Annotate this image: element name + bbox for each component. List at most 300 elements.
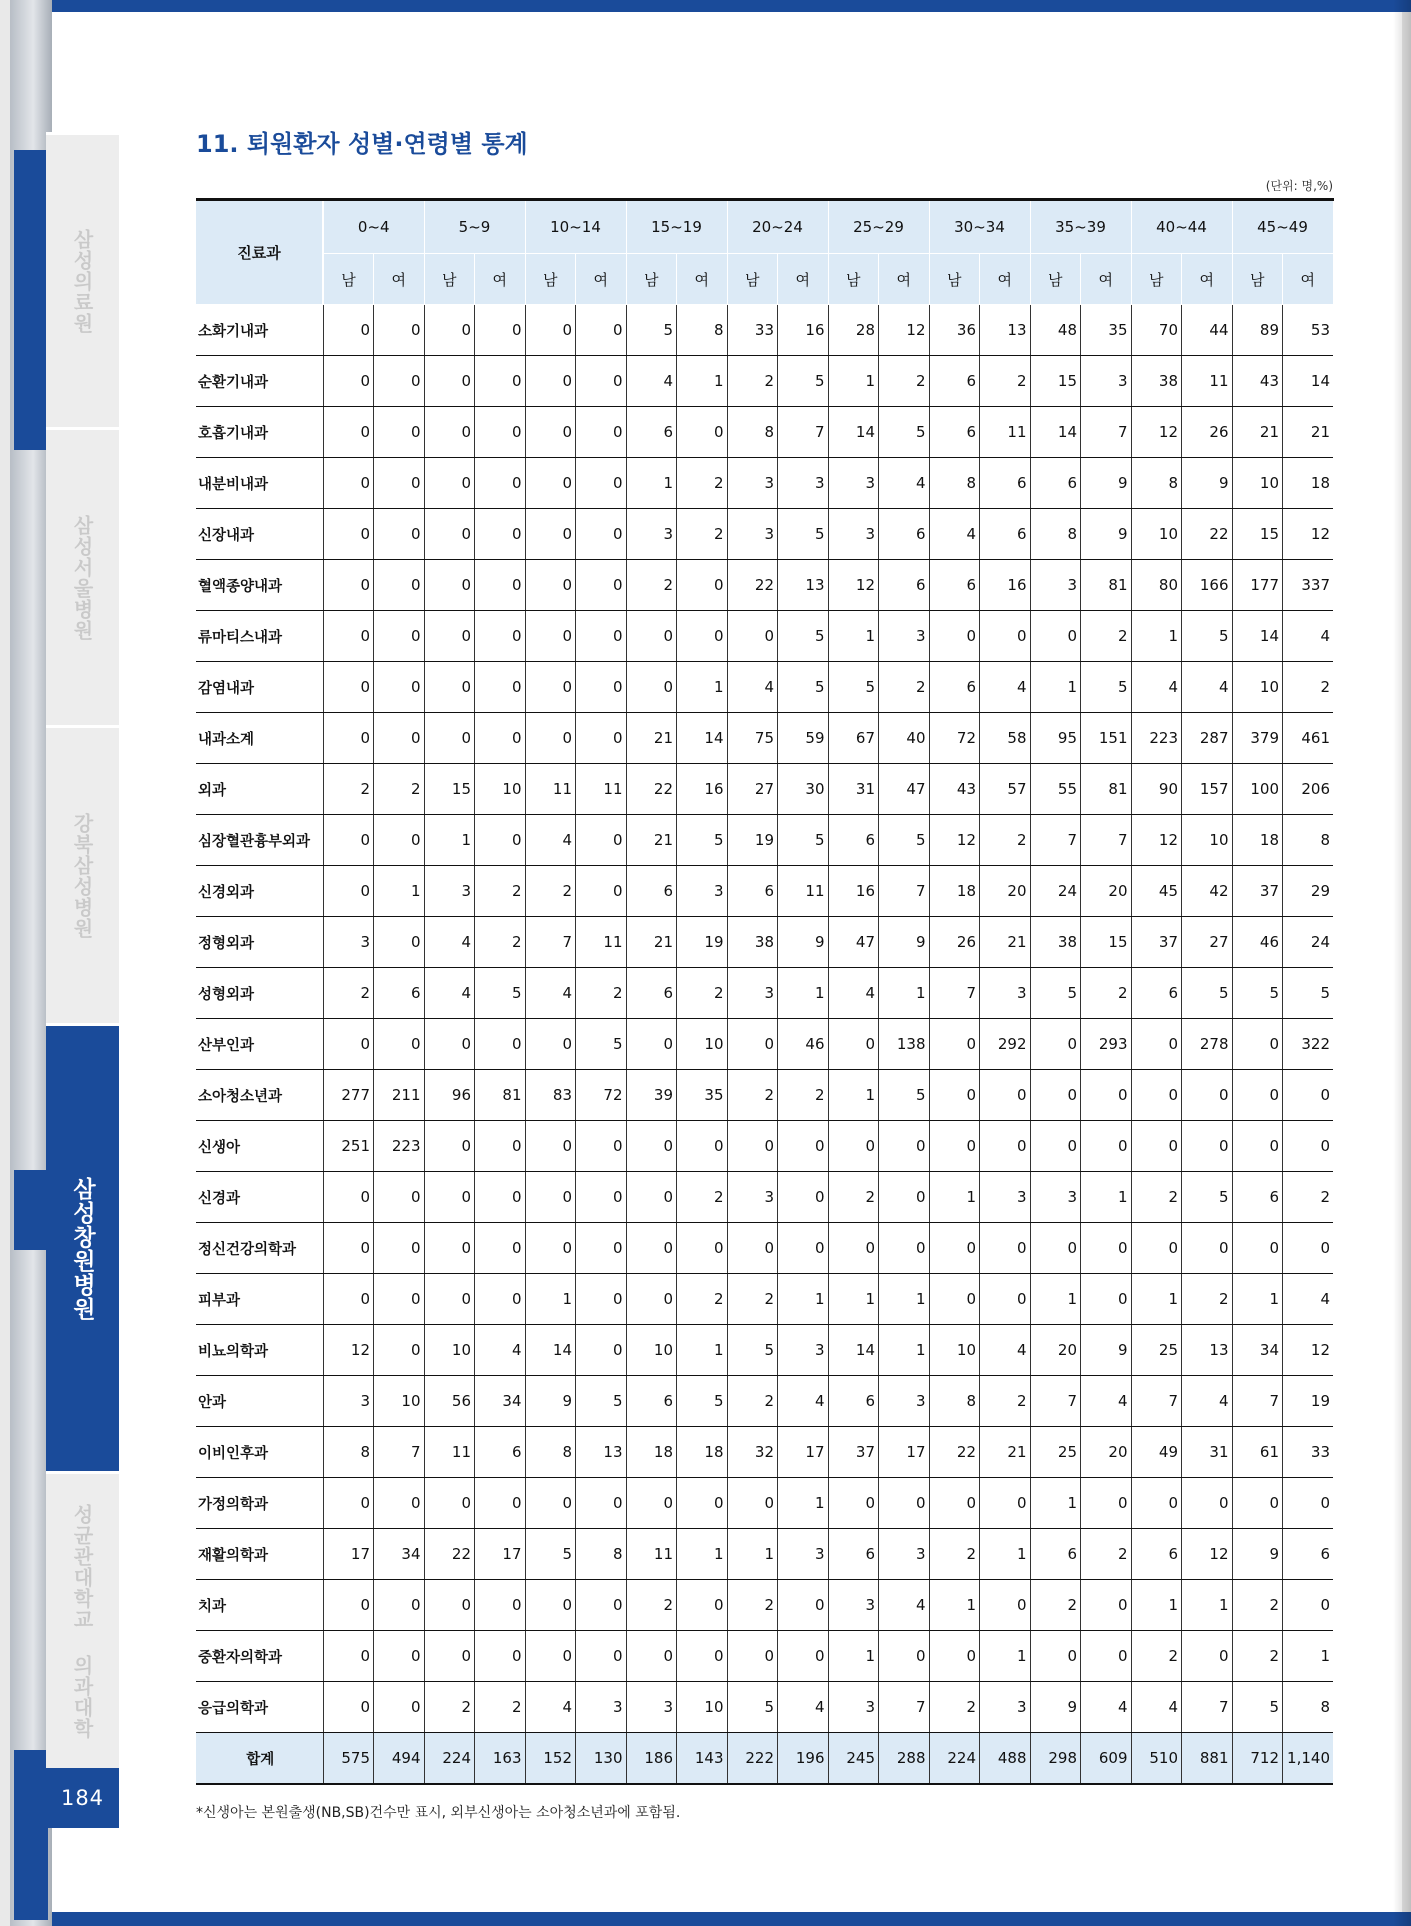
value-cell: 0 bbox=[1030, 1070, 1081, 1121]
value-cell: 0 bbox=[778, 1121, 829, 1172]
value-cell: 6 bbox=[828, 1376, 879, 1427]
value-cell: 3 bbox=[323, 917, 374, 968]
value-cell: 22 bbox=[626, 764, 677, 815]
value-cell: 10 bbox=[1232, 662, 1283, 713]
tab-kangbuk-samsung-hospital[interactable] bbox=[46, 725, 119, 1023]
value-cell: 0 bbox=[525, 662, 576, 713]
value-cell: 10 bbox=[1182, 815, 1233, 866]
value-cell: 10 bbox=[1131, 509, 1182, 560]
value-cell: 16 bbox=[828, 866, 879, 917]
value-cell: 0 bbox=[929, 1274, 980, 1325]
value-cell: 4 bbox=[980, 1325, 1031, 1376]
value-cell: 6 bbox=[626, 1376, 677, 1427]
value-cell: 7 bbox=[1182, 1682, 1233, 1733]
value-cell: 8 bbox=[1131, 458, 1182, 509]
value-cell: 0 bbox=[424, 305, 475, 356]
value-cell: 4 bbox=[828, 968, 879, 1019]
total-row bbox=[196, 1733, 1333, 1785]
value-cell: 0 bbox=[1232, 1019, 1283, 1070]
value-cell: 0 bbox=[475, 713, 526, 764]
value-cell: 3 bbox=[727, 968, 778, 1019]
value-cell: 8 bbox=[525, 1427, 576, 1478]
value-cell: 3 bbox=[1030, 560, 1081, 611]
value-cell: 9 bbox=[525, 1376, 576, 1427]
value-cell: 0 bbox=[626, 662, 677, 713]
value-cell: 0 bbox=[828, 1121, 879, 1172]
value-cell: 9 bbox=[1182, 458, 1233, 509]
value-cell: 12 bbox=[1283, 1325, 1334, 1376]
value-cell: 21 bbox=[1283, 407, 1334, 458]
value-cell: 1 bbox=[828, 1070, 879, 1121]
table-row bbox=[196, 1682, 1333, 1733]
value-cell: 0 bbox=[475, 1223, 526, 1274]
value-cell: 70 bbox=[1131, 305, 1182, 356]
value-cell: 1 bbox=[879, 1274, 930, 1325]
dept-cell: 감염내과 bbox=[196, 662, 323, 713]
value-cell: 25 bbox=[1030, 1427, 1081, 1478]
value-cell: 4 bbox=[1182, 1376, 1233, 1427]
value-cell: 0 bbox=[525, 1478, 576, 1529]
tab-skku-medicine[interactable] bbox=[46, 1471, 119, 1769]
value-cell: 0 bbox=[525, 1019, 576, 1070]
female-header: 여 bbox=[879, 254, 930, 305]
male-header: 남 bbox=[626, 254, 677, 305]
value-cell: 4 bbox=[475, 1325, 526, 1376]
value-cell: 12 bbox=[1283, 509, 1334, 560]
value-cell: 20 bbox=[980, 866, 1031, 917]
value-cell: 3 bbox=[626, 509, 677, 560]
value-cell: 138 bbox=[879, 1019, 930, 1070]
value-cell: 3 bbox=[828, 1580, 879, 1631]
value-cell: 0 bbox=[1081, 1580, 1132, 1631]
value-cell: 0 bbox=[525, 1631, 576, 1682]
value-cell: 80 bbox=[1131, 560, 1182, 611]
table-row bbox=[196, 1121, 1333, 1172]
value-cell: 0 bbox=[727, 1223, 778, 1274]
value-cell: 10 bbox=[1232, 458, 1283, 509]
value-cell: 0 bbox=[626, 1274, 677, 1325]
value-cell: 0 bbox=[677, 611, 728, 662]
value-cell: 322 bbox=[1283, 1019, 1334, 1070]
value-cell: 5 bbox=[879, 815, 930, 866]
dept-cell: 내분비내과 bbox=[196, 458, 323, 509]
value-cell: 0 bbox=[525, 407, 576, 458]
value-cell: 0 bbox=[1030, 611, 1081, 662]
value-cell: 6 bbox=[1131, 1529, 1182, 1580]
dept-cell: 안과 bbox=[196, 1376, 323, 1427]
value-cell: 21 bbox=[980, 917, 1031, 968]
value-cell: 151 bbox=[1081, 713, 1132, 764]
table-row bbox=[196, 356, 1333, 407]
value-cell: 0 bbox=[374, 305, 425, 356]
table-row bbox=[196, 713, 1333, 764]
value-cell: 0 bbox=[323, 560, 374, 611]
value-cell: 0 bbox=[677, 1223, 728, 1274]
value-cell: 5 bbox=[626, 305, 677, 356]
dept-cell: 가정의학과 bbox=[196, 1478, 323, 1529]
value-cell: 37 bbox=[1232, 866, 1283, 917]
age-group-header-row bbox=[196, 200, 1333, 254]
value-cell: 0 bbox=[1081, 1631, 1132, 1682]
value-cell: 6 bbox=[1030, 1529, 1081, 1580]
tab-label: 삼성창원병원 bbox=[69, 1176, 95, 1321]
value-cell: 2 bbox=[727, 1070, 778, 1121]
female-header: 여 bbox=[677, 254, 728, 305]
value-cell: 0 bbox=[576, 1121, 627, 1172]
value-cell: 0 bbox=[1030, 1223, 1081, 1274]
dept-cell: 정형외과 bbox=[196, 917, 323, 968]
value-cell: 2 bbox=[1232, 1580, 1283, 1631]
value-cell: 0 bbox=[778, 1172, 829, 1223]
value-cell: 14 bbox=[677, 713, 728, 764]
value-cell: 0 bbox=[424, 560, 475, 611]
value-cell: 0 bbox=[323, 611, 374, 662]
table-row bbox=[196, 611, 1333, 662]
value-cell: 0 bbox=[424, 356, 475, 407]
value-cell: 95 bbox=[1030, 713, 1081, 764]
value-cell: 0 bbox=[323, 458, 374, 509]
value-cell: 0 bbox=[1131, 1070, 1182, 1121]
tab-label: 성균관대학교 의과대학 bbox=[70, 1504, 94, 1739]
dept-cell: 신생아 bbox=[196, 1121, 323, 1172]
value-cell: 1 bbox=[778, 968, 829, 1019]
spine-stripe bbox=[14, 150, 48, 450]
value-cell: 2 bbox=[475, 1682, 526, 1733]
value-cell: 0 bbox=[576, 1631, 627, 1682]
tab-label: 강북삼성병원 bbox=[70, 812, 94, 939]
value-cell: 9 bbox=[1081, 1325, 1132, 1376]
value-cell: 22 bbox=[424, 1529, 475, 1580]
value-cell: 21 bbox=[626, 815, 677, 866]
value-cell: 3 bbox=[727, 1172, 778, 1223]
value-cell: 2 bbox=[677, 458, 728, 509]
value-cell: 0 bbox=[626, 1121, 677, 1172]
value-cell: 0 bbox=[1081, 1274, 1132, 1325]
value-cell: 14 bbox=[1283, 356, 1334, 407]
value-cell: 245 bbox=[828, 1733, 879, 1785]
value-cell: 37 bbox=[1131, 917, 1182, 968]
age-group-header: 20~24 bbox=[727, 200, 828, 254]
value-cell: 4 bbox=[1283, 611, 1334, 662]
dept-cell: 비뇨의학과 bbox=[196, 1325, 323, 1376]
value-cell: 47 bbox=[828, 917, 879, 968]
value-cell: 55 bbox=[1030, 764, 1081, 815]
value-cell: 83 bbox=[525, 1070, 576, 1121]
value-cell: 2 bbox=[727, 1274, 778, 1325]
value-cell: 0 bbox=[727, 1631, 778, 1682]
value-cell: 1 bbox=[980, 1529, 1031, 1580]
value-cell: 0 bbox=[727, 1019, 778, 1070]
value-cell: 0 bbox=[576, 1223, 627, 1274]
value-cell: 2 bbox=[525, 866, 576, 917]
value-cell: 6 bbox=[626, 407, 677, 458]
value-cell: 59 bbox=[778, 713, 829, 764]
value-cell: 0 bbox=[677, 1580, 728, 1631]
value-cell: 3 bbox=[323, 1376, 374, 1427]
female-header: 여 bbox=[1283, 254, 1334, 305]
section-title: 11. 퇴원환자 성별·연령별 통계 bbox=[196, 130, 528, 158]
value-cell: 4 bbox=[525, 968, 576, 1019]
value-cell: 4 bbox=[424, 968, 475, 1019]
value-cell: 6 bbox=[1030, 458, 1081, 509]
value-cell: 8 bbox=[1283, 1682, 1334, 1733]
value-cell: 224 bbox=[424, 1733, 475, 1785]
value-cell: 461 bbox=[1283, 713, 1334, 764]
value-cell: 0 bbox=[374, 356, 425, 407]
dept-cell: 류마티스내과 bbox=[196, 611, 323, 662]
table-row bbox=[196, 1631, 1333, 1682]
value-cell: 5 bbox=[727, 1325, 778, 1376]
value-cell: 0 bbox=[424, 1274, 475, 1325]
value-cell: 0 bbox=[576, 560, 627, 611]
value-cell: 223 bbox=[374, 1121, 425, 1172]
table-row bbox=[196, 1427, 1333, 1478]
dept-cell: 혈액종양내과 bbox=[196, 560, 323, 611]
value-cell: 0 bbox=[879, 1172, 930, 1223]
value-cell: 3 bbox=[879, 1376, 930, 1427]
value-cell: 0 bbox=[1131, 1121, 1182, 1172]
value-cell: 0 bbox=[1030, 1121, 1081, 1172]
value-cell: 0 bbox=[1131, 1478, 1182, 1529]
value-cell: 0 bbox=[677, 1631, 728, 1682]
value-cell: 0 bbox=[475, 458, 526, 509]
value-cell: 0 bbox=[929, 1070, 980, 1121]
value-cell: 22 bbox=[929, 1427, 980, 1478]
value-cell: 0 bbox=[424, 509, 475, 560]
value-cell: 1 bbox=[1283, 1631, 1334, 1682]
male-header: 남 bbox=[727, 254, 778, 305]
table-row bbox=[196, 407, 1333, 458]
table-row bbox=[196, 1376, 1333, 1427]
value-cell: 9 bbox=[1232, 1529, 1283, 1580]
value-cell: 0 bbox=[475, 611, 526, 662]
value-cell: 0 bbox=[828, 1223, 879, 1274]
value-cell: 17 bbox=[879, 1427, 930, 1478]
value-cell: 0 bbox=[1030, 1631, 1081, 1682]
value-cell: 0 bbox=[576, 662, 627, 713]
value-cell: 0 bbox=[374, 713, 425, 764]
value-cell: 0 bbox=[1232, 1121, 1283, 1172]
value-cell: 1 bbox=[828, 1274, 879, 1325]
value-cell: 0 bbox=[374, 815, 425, 866]
sex-header-row bbox=[196, 254, 1333, 305]
value-cell: 2 bbox=[475, 866, 526, 917]
value-cell: 7 bbox=[1081, 815, 1132, 866]
value-cell: 0 bbox=[424, 1223, 475, 1274]
value-cell: 6 bbox=[879, 560, 930, 611]
value-cell: 38 bbox=[1030, 917, 1081, 968]
value-cell: 6 bbox=[828, 1529, 879, 1580]
value-cell: 53 bbox=[1283, 305, 1334, 356]
value-cell: 6 bbox=[727, 866, 778, 917]
dept-cell: 심장혈관흉부외과 bbox=[196, 815, 323, 866]
value-cell: 6 bbox=[980, 509, 1031, 560]
value-cell: 3 bbox=[828, 509, 879, 560]
value-cell: 2 bbox=[424, 1682, 475, 1733]
table-row bbox=[196, 662, 1333, 713]
value-cell: 0 bbox=[1081, 1121, 1132, 1172]
value-cell: 9 bbox=[879, 917, 930, 968]
value-cell: 0 bbox=[374, 1580, 425, 1631]
value-cell: 8 bbox=[929, 1376, 980, 1427]
value-cell: 4 bbox=[1182, 662, 1233, 713]
value-cell: 5 bbox=[576, 1376, 627, 1427]
value-cell: 3 bbox=[576, 1682, 627, 1733]
value-cell: 0 bbox=[374, 458, 425, 509]
value-cell: 47 bbox=[879, 764, 930, 815]
value-cell: 293 bbox=[1081, 1019, 1132, 1070]
value-cell: 0 bbox=[1182, 1478, 1233, 1529]
value-cell: 0 bbox=[323, 305, 374, 356]
spine-stripe bbox=[14, 1170, 48, 1250]
tab-samsung-medical-center[interactable] bbox=[46, 132, 119, 427]
value-cell: 0 bbox=[929, 1223, 980, 1274]
value-cell: 0 bbox=[323, 815, 374, 866]
value-cell: 6 bbox=[1232, 1172, 1283, 1223]
value-cell: 0 bbox=[475, 1631, 526, 1682]
value-cell: 0 bbox=[828, 1478, 879, 1529]
dept-cell: 치과 bbox=[196, 1580, 323, 1631]
value-cell: 0 bbox=[374, 1172, 425, 1223]
value-cell: 0 bbox=[576, 458, 627, 509]
value-cell: 4 bbox=[879, 1580, 930, 1631]
value-cell: 206 bbox=[1283, 764, 1334, 815]
value-cell: 6 bbox=[1283, 1529, 1334, 1580]
value-cell: 224 bbox=[929, 1733, 980, 1785]
value-cell: 0 bbox=[323, 1172, 374, 1223]
value-cell: 4 bbox=[1081, 1682, 1132, 1733]
value-cell: 0 bbox=[374, 1223, 425, 1274]
value-cell: 7 bbox=[1030, 815, 1081, 866]
table-row bbox=[196, 305, 1333, 356]
tab-samsung-seoul-hospital[interactable] bbox=[46, 427, 119, 725]
value-cell: 2 bbox=[980, 356, 1031, 407]
value-cell: 0 bbox=[475, 815, 526, 866]
value-cell: 1,140 bbox=[1283, 1733, 1334, 1785]
value-cell: 0 bbox=[727, 611, 778, 662]
value-cell: 13 bbox=[576, 1427, 627, 1478]
value-cell: 6 bbox=[1131, 968, 1182, 1019]
value-cell: 6 bbox=[929, 407, 980, 458]
value-cell: 34 bbox=[475, 1376, 526, 1427]
value-cell: 13 bbox=[778, 560, 829, 611]
value-cell: 1 bbox=[879, 968, 930, 1019]
value-cell: 3 bbox=[727, 458, 778, 509]
male-header: 남 bbox=[323, 254, 374, 305]
value-cell: 0 bbox=[475, 560, 526, 611]
value-cell: 21 bbox=[626, 713, 677, 764]
value-cell: 0 bbox=[525, 560, 576, 611]
male-header: 남 bbox=[424, 254, 475, 305]
value-cell: 19 bbox=[677, 917, 728, 968]
spine-stripe bbox=[14, 1750, 48, 1920]
value-cell: 0 bbox=[525, 356, 576, 407]
value-cell: 21 bbox=[1232, 407, 1283, 458]
value-cell: 7 bbox=[1081, 407, 1132, 458]
value-cell: 143 bbox=[677, 1733, 728, 1785]
value-cell: 0 bbox=[1182, 1070, 1233, 1121]
value-cell: 14 bbox=[828, 1325, 879, 1376]
value-cell: 46 bbox=[778, 1019, 829, 1070]
value-cell: 9 bbox=[1081, 509, 1132, 560]
value-cell: 0 bbox=[323, 1274, 374, 1325]
dept-cell: 응급의학과 bbox=[196, 1682, 323, 1733]
value-cell: 0 bbox=[576, 611, 627, 662]
male-header: 남 bbox=[828, 254, 879, 305]
value-cell: 4 bbox=[525, 1682, 576, 1733]
value-cell: 10 bbox=[929, 1325, 980, 1376]
value-cell: 18 bbox=[626, 1427, 677, 1478]
value-cell: 2 bbox=[576, 968, 627, 1019]
value-cell: 0 bbox=[576, 1274, 627, 1325]
age-group-header: 30~34 bbox=[929, 200, 1030, 254]
value-cell: 21 bbox=[980, 1427, 1031, 1478]
value-cell: 3 bbox=[778, 1529, 829, 1580]
value-cell: 17 bbox=[778, 1427, 829, 1478]
value-cell: 2 bbox=[1030, 1580, 1081, 1631]
value-cell: 0 bbox=[323, 1478, 374, 1529]
female-header: 여 bbox=[980, 254, 1031, 305]
value-cell: 3 bbox=[828, 1682, 879, 1733]
value-cell: 0 bbox=[424, 713, 475, 764]
value-cell: 379 bbox=[1232, 713, 1283, 764]
table-row bbox=[196, 1325, 1333, 1376]
value-cell: 17 bbox=[323, 1529, 374, 1580]
value-cell: 2 bbox=[1232, 1631, 1283, 1682]
value-cell: 3 bbox=[828, 458, 879, 509]
value-cell: 12 bbox=[1182, 1529, 1233, 1580]
value-cell: 0 bbox=[424, 611, 475, 662]
value-cell: 0 bbox=[626, 1019, 677, 1070]
value-cell: 5 bbox=[879, 1070, 930, 1121]
value-cell: 0 bbox=[980, 1121, 1031, 1172]
value-cell: 7 bbox=[879, 1682, 930, 1733]
value-cell: 20 bbox=[1030, 1325, 1081, 1376]
dept-cell: 소화기내과 bbox=[196, 305, 323, 356]
value-cell: 0 bbox=[374, 611, 425, 662]
value-cell: 10 bbox=[424, 1325, 475, 1376]
value-cell: 89 bbox=[1232, 305, 1283, 356]
value-cell: 81 bbox=[475, 1070, 526, 1121]
table-row bbox=[196, 1223, 1333, 1274]
value-cell: 337 bbox=[1283, 560, 1334, 611]
dept-cell: 외과 bbox=[196, 764, 323, 815]
value-cell: 2 bbox=[727, 356, 778, 407]
value-cell: 0 bbox=[475, 662, 526, 713]
value-cell: 0 bbox=[980, 1223, 1031, 1274]
value-cell: 5 bbox=[1182, 611, 1233, 662]
value-cell: 1 bbox=[1030, 1274, 1081, 1325]
value-cell: 0 bbox=[929, 611, 980, 662]
value-cell: 4 bbox=[1131, 1682, 1182, 1733]
value-cell: 0 bbox=[374, 1325, 425, 1376]
value-cell: 0 bbox=[828, 1019, 879, 1070]
value-cell: 11 bbox=[576, 764, 627, 815]
value-cell: 45 bbox=[1131, 866, 1182, 917]
tab-samsung-changwon-hospital[interactable] bbox=[46, 1023, 119, 1471]
value-cell: 0 bbox=[323, 1580, 374, 1631]
value-cell: 27 bbox=[727, 764, 778, 815]
value-cell: 4 bbox=[626, 356, 677, 407]
age-group-header: 25~29 bbox=[828, 200, 929, 254]
value-cell: 0 bbox=[323, 662, 374, 713]
value-cell: 40 bbox=[879, 713, 930, 764]
value-cell: 32 bbox=[727, 1427, 778, 1478]
value-cell: 1 bbox=[727, 1529, 778, 1580]
value-cell: 0 bbox=[576, 305, 627, 356]
value-cell: 8 bbox=[576, 1529, 627, 1580]
value-cell: 575 bbox=[323, 1733, 374, 1785]
